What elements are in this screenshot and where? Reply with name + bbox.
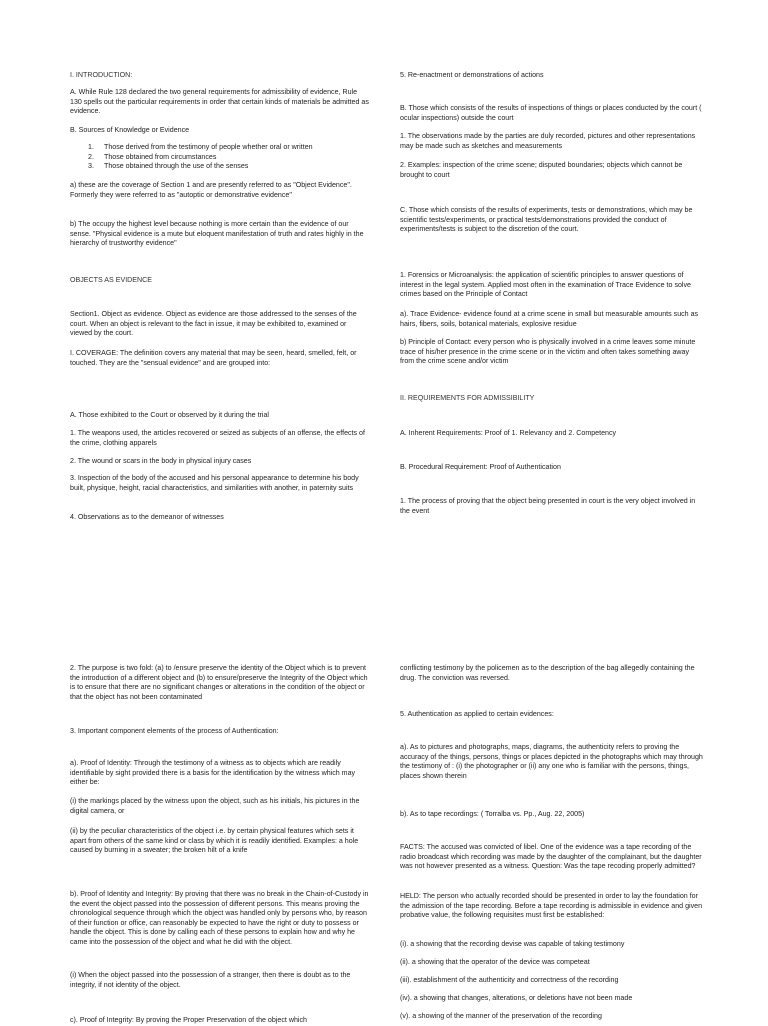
objects-heading: OBJECTS AS EVIDENCE: [70, 276, 152, 284]
item-a4: 4. Observations as to the demeanor of witnesses: [70, 513, 224, 521]
identity-characteristics: (ii) by the peculiar characteristics of the object i.e. by certain physical features which sets it apart from others of the same kind or class by which it is readily identified. Examples: a hole caused by burning in a sweater; the broken hilt of a knife: [70, 827, 359, 855]
item-a3: 3. Inspection of the body of the accused and his personal appearance to determine his body built, physique, height, racial characteristics, and similarities with another, in paternity suits: [70, 474, 359, 492]
conflicting-testimony: conflicting testimony by the policemen as to the description of the bag allegedly containing the drug. The conviction was reversed.: [400, 664, 695, 682]
tape-recordings: b). As to tape recordings: ( Torralba vs. Pp., Aug. 22, 2005): [400, 810, 585, 818]
proof-of-integrity-chain: b). Proof of Identity and Integrity: By proving that there was no break in the Chain-of-Custody in the event the object passed into the possession of different persons. This means proving the chronological sequence through which the object was handled only by persons who, by reason of their function or office, can reasonably be expected to have the right or duty to possess or handle the object. This is done by calling each of these persons to explain how and why he came into the possession of the object and what he did with the object.: [70, 890, 369, 946]
group-a-heading: A. Those exhibited to the Court or observed by it during the trial: [70, 411, 269, 419]
stranger-possession: (i) When the object passed into the possession of a stranger, then there is doubt as to the integrity, if not identity of the object.: [70, 971, 351, 989]
important-elements: 3. Important component elements of the process of Authentication:: [70, 727, 279, 735]
held-paragraph: HELD: The person who actually recorded should be presented in order to lay the foundation for the admission of the tape recording. Before a tape recording is admissible in evidence and given probative value, the following requisites must first be established:: [400, 892, 703, 920]
list-item: [70, 143, 370, 153]
proof-of-identity: a). Proof of Identity: Through the testimony of a witness as to objects which are readily identifiable by sight provided there is a basis for the identification by the witness which may either be:: [70, 759, 356, 787]
list-item: [70, 162, 370, 172]
facts-paragraph: FACTS: The accused was convicted of libel. One of the evidence was a tape recording of the radio broadcast which recording was made by the daughter of the complainant, but the daughter was not however presented as a witness. Question: Was the tape recoding properly admitted?: [400, 843, 702, 871]
list-text: Those obtained through the use of the senses: [104, 162, 249, 171]
list-item: [70, 153, 370, 163]
right-column: [400, 0, 705, 1024]
list-number: 3.: [88, 162, 94, 171]
list-text: Those obtained from circumstances: [104, 152, 217, 161]
group-b-heading: B. Those which consists of the results of inspections of things or places conducted by the court ( ocular inspections) outside the court: [400, 104, 702, 122]
authentication-certain: 5. Authentication as applied to certain evidences:: [400, 710, 554, 718]
authentication-process: 1. The process of proving that the object being presented in court is the very object involved in the event: [400, 497, 696, 515]
proof-of-integrity-preservation: c). Proof of Integrity: By proving the Proper Preservation of the object which: [70, 1016, 307, 1024]
requirements-heading: II. REQUIREMENTS FOR ADMISSIBILITY: [400, 394, 535, 402]
requisite-iii: (iii). establishment of the authenticity and correctness of the recording: [400, 976, 619, 984]
reenactment-item: 5. Re-enactment or demonstrations of actions: [400, 71, 544, 79]
left-column: [70, 0, 370, 1024]
item-b1: 1. The observations made by the parties are duly recorded, pictures and other representations may be made such as sketches and measurements: [400, 132, 696, 150]
coverage-paragraph: I. COVERAGE: The definition covers any material that may be seen, heard, smelled, felt, or touched. They are the "sensual evidence" and are grouped into:: [70, 349, 357, 367]
paragraph-b: B. Sources of Knowledge or Evidence: [70, 126, 190, 134]
forensics-item: 1. Forensics or Microanalysis: the application of scientific principles to answer questions of interest in the legal system. Applied most often in the examination of Trace Evidence to solve crimes based on the Principle of Contact: [400, 271, 692, 299]
paragraph-b2: b) The occupy the highest level because nothing is more certain than the evidence of our sense. "Physical evidence is a mute but eloquent manifestation of truth and rates highly in the hierarchy of trustworthy evidence": [70, 220, 364, 248]
procedural-requirement: B. Procedural Requirement: Proof of Authentication: [400, 463, 561, 471]
list-number: 1.: [88, 143, 94, 151]
section-1: Section1. Object as evidence. Object as evidence are those addressed to the senses of the court. When an object is relevant to the fact in issue, it may be exhibited to, examined or viewed by the court.: [70, 310, 357, 338]
principle-of-contact: b) Principle of Contact: every person who is physically involved in a crime leaves some minute trace of his/her presence in the crime scene or in the victim and often takes something away from the crime scene and/or victim: [400, 338, 696, 366]
requisite-i: (i). a showing that the recording devise was capable of taking testimony: [400, 940, 625, 948]
trace-evidence: a). Trace Evidence- evidence found at a crime scene in small but measurable amounts such as hairs, fibers, soils, botanical materials, explosive residue: [400, 310, 699, 328]
item-b2: 2. Examples: inspection of the crime scene; disputed boundaries; objects which cannot be brought to court: [400, 161, 683, 179]
intro-heading: I. INTRODUCTION:: [70, 71, 133, 79]
requisite-v: (v). a showing of the manner of the preservation of the recording: [400, 1012, 602, 1020]
identity-markings: (i) the markings placed by the witness upon the object, such as his initials, his pictures in the digital camera, or: [70, 797, 360, 815]
sources-list: [70, 143, 370, 172]
item-a2: 2. The wound or scars in the body in physical injury cases: [70, 457, 252, 465]
list-number: 2.: [88, 152, 94, 161]
purpose-paragraph: 2. The purpose is two fold: (a) to /ensure preserve the identity of the Object which is to prevent the introduction of a different object and (b) to ensure/preserve the Integrity of the Object which is to ensure that there are no significant changes or alterations in the condition of the object or that the object has not been contaminated: [70, 664, 368, 701]
paragraph-a: A. While Rule 128 declared the two general requirements for admissibility of evidence, Rule 130 spells out the particular requirements in order that certain kinds of materials be admitted as evidence.: [70, 88, 369, 116]
inherent-requirements: A. Inherent Requirements: Proof of 1. Relevancy and 2. Competency: [400, 429, 617, 437]
paragraph-a2: a) these are the coverage of Section 1 and are presently referred to as "Object Evidence". Formerly they were referred to as "autoptic or demonstrative evidence": [70, 181, 352, 199]
group-c-heading: C. Those which consists of the results of experiments, tests or demonstrations, which may be scientific tests/experiments, or practical tests/demonstrations provided the conduct of experiments/tests is subject to the discretion of the court.: [400, 206, 693, 234]
item-a1: 1. The weapons used, the articles recovered or seized as subjects of an offense, the effects of the crime, clothing apparels: [70, 429, 365, 447]
requisite-iv: (iv). a showing that changes, alterations, or deletions have not been made: [400, 994, 633, 1002]
requisite-ii: (ii). a showing that the operator of the device was competeat: [400, 958, 590, 966]
list-text: Those derived from the testimony of people whether oral or written: [104, 143, 313, 151]
pictures-paragraph: a). As to pictures and photographs, maps, diagrams, the authenticity refers to proving the accuracy of the things, persons, things or places depicted in the photographs which may through the testimony of : (i) the photographer or (ii) any one who is familiar with the persons, things, places shown therein: [400, 743, 703, 780]
